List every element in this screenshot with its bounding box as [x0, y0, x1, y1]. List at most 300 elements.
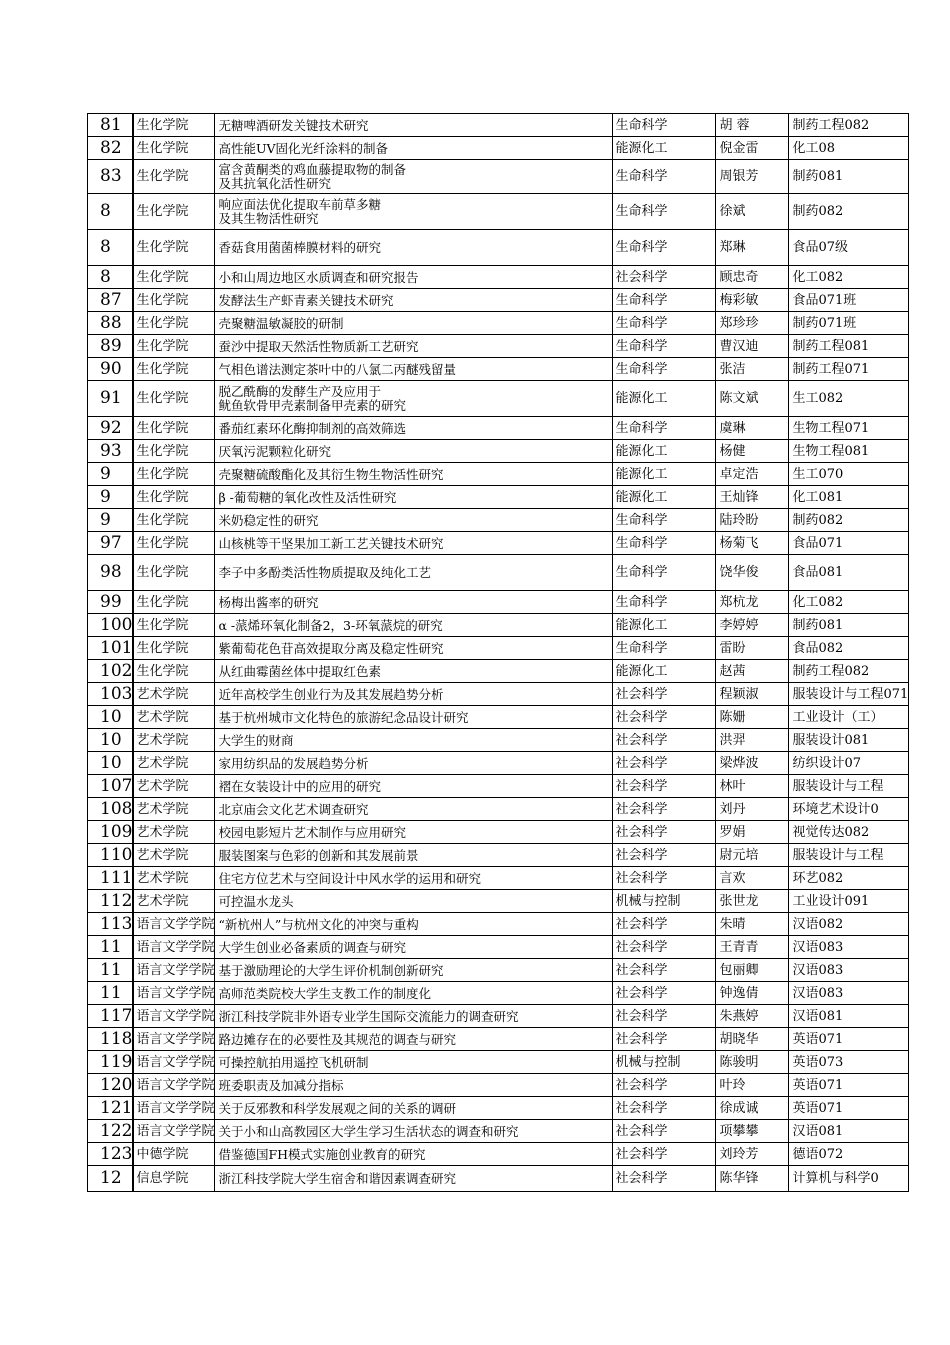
category-cell: 社会科学	[613, 1005, 716, 1028]
major-cell: 计算机与科学0	[789, 1166, 909, 1192]
category-cell: 生命科学	[613, 591, 716, 614]
row-number: 89	[88, 335, 134, 358]
major-cell: 工业设计（工）	[789, 706, 909, 729]
college-cell: 生化学院	[133, 463, 215, 486]
row-number: 108	[88, 798, 134, 821]
row-number: 12	[88, 1166, 134, 1192]
category-cell: 生命科学	[613, 555, 716, 591]
category-cell: 生命科学	[613, 637, 716, 660]
table-row	[88, 821, 909, 844]
student-name-cell: 张世龙	[716, 890, 789, 913]
major-cell: 环艺082	[789, 867, 909, 890]
major-cell: 汉语082	[789, 913, 909, 936]
student-name-cell: 张洁	[716, 358, 789, 381]
table-row	[88, 1074, 909, 1097]
student-name-cell: 李婷婷	[716, 614, 789, 637]
college-cell: 生化学院	[133, 440, 215, 463]
project-title-cell: 发酵法生产虾青素关键技术研究	[215, 289, 613, 312]
college-cell: 艺术学院	[133, 683, 215, 706]
project-title-cell: 大学生创业必备素质的调查与研究	[215, 936, 613, 959]
table-row	[88, 683, 909, 706]
row-number: 120	[88, 1074, 134, 1097]
category-cell: 生命科学	[613, 289, 716, 312]
row-number: 9	[88, 486, 134, 509]
college-cell: 生化学院	[133, 335, 215, 358]
category-cell: 生命科学	[613, 417, 716, 440]
table-row	[88, 358, 909, 381]
table-row	[88, 752, 909, 775]
major-cell: 化工082	[789, 591, 909, 614]
table-row	[88, 660, 909, 683]
table-row	[88, 591, 909, 614]
project-title-cell: 厌氧污泥颗粒化研究	[215, 440, 613, 463]
table-row	[88, 729, 909, 752]
major-cell: 食品071	[789, 532, 909, 555]
category-cell: 社会科学	[613, 266, 716, 289]
major-cell: 英语071	[789, 1074, 909, 1097]
student-name-cell: 项攀攀	[716, 1120, 789, 1143]
major-cell: 服装设计与工程071	[789, 683, 909, 706]
college-cell: 语言文学学院	[133, 959, 215, 982]
major-cell: 服装设计与工程	[789, 775, 909, 798]
row-number: 109	[88, 821, 134, 844]
major-cell: 工业设计091	[789, 890, 909, 913]
college-cell: 艺术学院	[133, 729, 215, 752]
row-number: 82	[88, 137, 134, 160]
table-row	[88, 266, 909, 289]
row-number: 11	[88, 936, 134, 959]
student-name-cell: 杨健	[716, 440, 789, 463]
row-number: 91	[88, 381, 134, 417]
student-name-cell: 陈文斌	[716, 381, 789, 417]
student-name-cell: 徐成诚	[716, 1097, 789, 1120]
college-cell: 语言文学学院	[133, 1074, 215, 1097]
project-title-cell: 壳聚糖温敏凝胶的研制	[215, 312, 613, 335]
student-name-cell: 王青青	[716, 936, 789, 959]
category-cell: 能源化工	[613, 660, 716, 683]
student-name-cell: 陈华锋	[716, 1166, 789, 1192]
row-number: 11	[88, 959, 134, 982]
category-cell: 社会科学	[613, 844, 716, 867]
major-cell: 制药工程081	[789, 335, 909, 358]
table-row	[88, 959, 909, 982]
row-number: 92	[88, 417, 134, 440]
category-cell: 社会科学	[613, 798, 716, 821]
college-cell: 中德学院	[133, 1143, 215, 1166]
category-cell: 社会科学	[613, 867, 716, 890]
project-title-cell: 脱乙酰酶的发酵生产及应用于 鱿鱼软骨甲壳素制备甲壳素的研究	[215, 381, 613, 417]
project-title-cell: 富含黄酮类的鸡血藤提取物的制备 及其抗氧化活性研究	[215, 160, 613, 194]
row-number: 103	[88, 683, 134, 706]
category-cell: 社会科学	[613, 959, 716, 982]
major-cell: 化工081	[789, 486, 909, 509]
college-cell: 生化学院	[133, 532, 215, 555]
college-cell: 生化学院	[133, 614, 215, 637]
project-title-cell: 高师范类院校大学生支教工作的制度化	[215, 982, 613, 1005]
major-cell: 纺织设计07	[789, 752, 909, 775]
major-cell: 食品07级	[789, 230, 909, 266]
project-title-cell: 路边摊存在的必要性及其规范的调查与研究	[215, 1028, 613, 1051]
table-row	[88, 417, 909, 440]
table-row	[88, 509, 909, 532]
table-row	[88, 982, 909, 1005]
category-cell: 能源化工	[613, 440, 716, 463]
project-title-cell: 校园电影短片艺术制作与应用研究	[215, 821, 613, 844]
student-name-cell: 陆玲盼	[716, 509, 789, 532]
project-title-cell: 浙江科技学院大学生宿舍和谐因素调查研究	[215, 1166, 613, 1192]
project-title-cell: 班委职责及加减分指标	[215, 1074, 613, 1097]
major-cell: 食品081	[789, 555, 909, 591]
table-row	[88, 194, 909, 230]
student-name-cell: 郑杭龙	[716, 591, 789, 614]
table-row	[88, 637, 909, 660]
category-cell: 能源化工	[613, 463, 716, 486]
project-title-cell: 关于反邪教和科学发展观之间的关系的调研	[215, 1097, 613, 1120]
college-cell: 生化学院	[133, 486, 215, 509]
row-number: 90	[88, 358, 134, 381]
project-title-cell: 蚕沙中提取天然活性物质新工艺研究	[215, 335, 613, 358]
major-cell: 生物工程071	[789, 417, 909, 440]
category-cell: 社会科学	[613, 1097, 716, 1120]
project-title-cell: 香菇食用菌菌棒膜材料的研究	[215, 230, 613, 266]
major-cell: 汉语081	[789, 1120, 909, 1143]
student-name-cell: 朱燕婷	[716, 1005, 789, 1028]
category-cell: 社会科学	[613, 1028, 716, 1051]
project-title-cell: 紫葡萄花色苷高效提取分离及稳定性研究	[215, 637, 613, 660]
student-name-cell: 郑珍珍	[716, 312, 789, 335]
category-cell: 生命科学	[613, 532, 716, 555]
row-number: 83	[88, 160, 134, 194]
project-title-cell: 小和山周边地区水质调查和研究报告	[215, 266, 613, 289]
row-number: 113	[88, 913, 134, 936]
project-title-cell: 可控温水龙头	[215, 890, 613, 913]
category-cell: 能源化工	[613, 137, 716, 160]
college-cell: 生化学院	[133, 114, 215, 137]
category-cell: 生命科学	[613, 114, 716, 137]
major-cell: 生工070	[789, 463, 909, 486]
major-cell: 制药工程071	[789, 358, 909, 381]
category-cell: 生命科学	[613, 358, 716, 381]
major-cell: 汉语083	[789, 959, 909, 982]
project-title-cell: 可操控航拍用遥控飞机研制	[215, 1051, 613, 1074]
category-cell: 社会科学	[613, 729, 716, 752]
project-title-cell: 李子中多酚类活性物质提取及纯化工艺	[215, 555, 613, 591]
row-number: 112	[88, 890, 134, 913]
student-name-cell: 徐斌	[716, 194, 789, 230]
college-cell: 生化学院	[133, 555, 215, 591]
college-cell: 信息学院	[133, 1166, 215, 1192]
row-number: 119	[88, 1051, 134, 1074]
project-title-cell: α -蒎烯环氧化制备2，3-环氧蒎烷的研究	[215, 614, 613, 637]
category-cell: 生命科学	[613, 230, 716, 266]
major-cell: 食品082	[789, 637, 909, 660]
project-title-cell: 近年高校学生创业行为及其发展趋势分析	[215, 683, 613, 706]
row-number: 122	[88, 1120, 134, 1143]
category-cell: 生命科学	[613, 335, 716, 358]
college-cell: 艺术学院	[133, 844, 215, 867]
category-cell: 能源化工	[613, 614, 716, 637]
row-number: 81	[88, 114, 134, 137]
major-cell: 服装设计081	[789, 729, 909, 752]
table-row	[88, 1143, 909, 1166]
major-cell: 英语071	[789, 1028, 909, 1051]
row-number: 10	[88, 752, 134, 775]
major-cell: 制药081	[789, 160, 909, 194]
table-row	[88, 289, 909, 312]
project-title-cell: 响应面法优化提取车前草多糖 及其生物活性研究	[215, 194, 613, 230]
college-cell: 生化学院	[133, 591, 215, 614]
student-name-cell: 郑琳	[716, 230, 789, 266]
table-row	[88, 1005, 909, 1028]
college-cell: 生化学院	[133, 660, 215, 683]
category-cell: 社会科学	[613, 821, 716, 844]
row-number: 9	[88, 463, 134, 486]
row-number: 10	[88, 706, 134, 729]
category-cell: 机械与控制	[613, 890, 716, 913]
college-cell: 生化学院	[133, 266, 215, 289]
college-cell: 艺术学院	[133, 752, 215, 775]
project-title-cell: 番茄红素环化酶抑制剂的高效筛选	[215, 417, 613, 440]
major-cell: 生物工程081	[789, 440, 909, 463]
college-cell: 生化学院	[133, 312, 215, 335]
college-cell: 语言文学学院	[133, 1028, 215, 1051]
project-title-cell: 基于激励理论的大学生评价机制创新研究	[215, 959, 613, 982]
table-row	[88, 1028, 909, 1051]
student-name-cell: 周银芳	[716, 160, 789, 194]
row-number: 117	[88, 1005, 134, 1028]
major-cell: 制药082	[789, 509, 909, 532]
project-title-cell: 气相色谱法测定茶叶中的八氯二丙醚残留量	[215, 358, 613, 381]
table-row	[88, 230, 909, 266]
college-cell: 生化学院	[133, 137, 215, 160]
category-cell: 社会科学	[613, 982, 716, 1005]
row-number: 99	[88, 591, 134, 614]
table-row	[88, 440, 909, 463]
row-number: 87	[88, 289, 134, 312]
student-name-cell: 胡 蓉	[716, 114, 789, 137]
project-title-cell: 高性能UV固化光纤涂料的制备	[215, 137, 613, 160]
project-title-cell: β -葡萄糖的氧化改性及活性研究	[215, 486, 613, 509]
college-cell: 生化学院	[133, 381, 215, 417]
major-cell: 汉语083	[789, 982, 909, 1005]
college-cell: 生化学院	[133, 289, 215, 312]
row-number: 98	[88, 555, 134, 591]
project-table	[87, 113, 909, 1192]
category-cell: 生命科学	[613, 509, 716, 532]
row-number: 93	[88, 440, 134, 463]
project-title-cell: 山核桃等干坚果加工新工艺关键技术研究	[215, 532, 613, 555]
major-cell: 制药工程082	[789, 114, 909, 137]
student-name-cell: 雷盼	[716, 637, 789, 660]
college-cell: 生化学院	[133, 637, 215, 660]
table-row	[88, 614, 909, 637]
table-row	[88, 1097, 909, 1120]
table-row	[88, 936, 909, 959]
row-number: 8	[88, 194, 134, 230]
category-cell: 社会科学	[613, 1074, 716, 1097]
student-name-cell: 胡晓华	[716, 1028, 789, 1051]
college-cell: 语言文学学院	[133, 936, 215, 959]
category-cell: 社会科学	[613, 936, 716, 959]
college-cell: 生化学院	[133, 160, 215, 194]
student-name-cell: 王灿锋	[716, 486, 789, 509]
project-title-cell: 无糖啤酒研发关键技术研究	[215, 114, 613, 137]
category-cell: 社会科学	[613, 1143, 716, 1166]
major-cell: 环境艺术设计0	[789, 798, 909, 821]
college-cell: 语言文学学院	[133, 913, 215, 936]
student-name-cell: 程颖淑	[716, 683, 789, 706]
row-number: 118	[88, 1028, 134, 1051]
category-cell: 社会科学	[613, 706, 716, 729]
table-row	[88, 114, 909, 137]
table-row	[88, 312, 909, 335]
major-cell: 汉语083	[789, 936, 909, 959]
table-row	[88, 1120, 909, 1143]
student-name-cell: 卓定浩	[716, 463, 789, 486]
major-cell: 化工082	[789, 266, 909, 289]
row-number: 107	[88, 775, 134, 798]
table-row	[88, 463, 909, 486]
project-title-cell: 米奶稳定性的研究	[215, 509, 613, 532]
row-number: 123	[88, 1143, 134, 1166]
table-row	[88, 867, 909, 890]
student-name-cell: 曹汉迪	[716, 335, 789, 358]
major-cell: 制药071班	[789, 312, 909, 335]
college-cell: 生化学院	[133, 230, 215, 266]
project-title-cell: 借鉴德国FH模式实施创业教育的研究	[215, 1143, 613, 1166]
table-row	[88, 532, 909, 555]
college-cell: 语言文学学院	[133, 982, 215, 1005]
student-name-cell: 陈骏明	[716, 1051, 789, 1074]
category-cell: 能源化工	[613, 486, 716, 509]
project-title-cell: 褶在女装设计中的应用的研究	[215, 775, 613, 798]
row-number: 88	[88, 312, 134, 335]
table-row	[88, 335, 909, 358]
project-title-cell: 关于小和山高教园区大学生学习生活状态的调查和研究	[215, 1120, 613, 1143]
major-cell: 制药081	[789, 614, 909, 637]
project-title-cell: 壳聚糖硫酸酯化及其衍生物生物活性研究	[215, 463, 613, 486]
table-row	[88, 1166, 909, 1192]
table-row	[88, 890, 909, 913]
row-number: 100	[88, 614, 134, 637]
row-number: 8	[88, 230, 134, 266]
student-name-cell: 言欢	[716, 867, 789, 890]
student-name-cell: 叶玲	[716, 1074, 789, 1097]
project-title-cell: 从红曲霉菌丝体中提取红色素	[215, 660, 613, 683]
college-cell: 语言文学学院	[133, 1120, 215, 1143]
college-cell: 语言文学学院	[133, 1005, 215, 1028]
table-row	[88, 913, 909, 936]
student-name-cell: 林叶	[716, 775, 789, 798]
student-name-cell: 罗娟	[716, 821, 789, 844]
student-name-cell: 钟逸倩	[716, 982, 789, 1005]
major-cell: 化工08	[789, 137, 909, 160]
row-number: 110	[88, 844, 134, 867]
major-cell: 德语072	[789, 1143, 909, 1166]
major-cell: 英语073	[789, 1051, 909, 1074]
row-number: 102	[88, 660, 134, 683]
row-number: 121	[88, 1097, 134, 1120]
student-name-cell: 梅彩敏	[716, 289, 789, 312]
student-name-cell: 陈姗	[716, 706, 789, 729]
table-row	[88, 775, 909, 798]
major-cell: 食品071班	[789, 289, 909, 312]
category-cell: 能源化工	[613, 381, 716, 417]
project-title-cell: 家用纺织品的发展趋势分析	[215, 752, 613, 775]
project-title-cell: 服装图案与色彩的创新和其发展前景	[215, 844, 613, 867]
student-name-cell: 饶华俊	[716, 555, 789, 591]
row-number: 111	[88, 867, 134, 890]
college-cell: 艺术学院	[133, 821, 215, 844]
row-number: 9	[88, 509, 134, 532]
project-table-body	[88, 114, 909, 1192]
major-cell: 制药082	[789, 194, 909, 230]
category-cell: 生命科学	[613, 312, 716, 335]
row-number: 11	[88, 982, 134, 1005]
category-cell: 生命科学	[613, 160, 716, 194]
category-cell: 社会科学	[613, 1120, 716, 1143]
table-row	[88, 160, 909, 194]
college-cell: 生化学院	[133, 194, 215, 230]
table-row	[88, 555, 909, 591]
project-title-cell: 浙江科技学院非外语专业学生国际交流能力的调查研究	[215, 1005, 613, 1028]
row-number: 10	[88, 729, 134, 752]
college-cell: 艺术学院	[133, 706, 215, 729]
student-name-cell: 包丽卿	[716, 959, 789, 982]
project-title-cell: 北京庙会文化艺术调查研究	[215, 798, 613, 821]
student-name-cell: 赵茜	[716, 660, 789, 683]
table-row	[88, 381, 909, 417]
college-cell: 艺术学院	[133, 867, 215, 890]
table-row	[88, 1051, 909, 1074]
student-name-cell: 杨菊飞	[716, 532, 789, 555]
college-cell: 生化学院	[133, 417, 215, 440]
college-cell: 艺术学院	[133, 798, 215, 821]
row-number: 101	[88, 637, 134, 660]
project-title-cell: 大学生的财商	[215, 729, 613, 752]
student-name-cell: 朱晴	[716, 913, 789, 936]
table-row	[88, 798, 909, 821]
category-cell: 社会科学	[613, 683, 716, 706]
project-title-cell: “新杭州人”与杭州文化的冲突与重构	[215, 913, 613, 936]
college-cell: 语言文学学院	[133, 1051, 215, 1074]
college-cell: 艺术学院	[133, 775, 215, 798]
student-name-cell: 刘丹	[716, 798, 789, 821]
college-cell: 生化学院	[133, 509, 215, 532]
student-name-cell: 顾忠奇	[716, 266, 789, 289]
category-cell: 社会科学	[613, 775, 716, 798]
major-cell: 生工082	[789, 381, 909, 417]
major-cell: 视觉传达082	[789, 821, 909, 844]
category-cell: 生命科学	[613, 194, 716, 230]
student-name-cell: 刘玲芳	[716, 1143, 789, 1166]
student-name-cell: 虞琳	[716, 417, 789, 440]
row-number: 97	[88, 532, 134, 555]
major-cell: 英语071	[789, 1097, 909, 1120]
major-cell: 服装设计与工程	[789, 844, 909, 867]
table-row	[88, 137, 909, 160]
student-name-cell: 洪羿	[716, 729, 789, 752]
row-number: 8	[88, 266, 134, 289]
category-cell: 社会科学	[613, 752, 716, 775]
college-cell: 生化学院	[133, 358, 215, 381]
college-cell: 艺术学院	[133, 890, 215, 913]
major-cell: 制药工程082	[789, 660, 909, 683]
table-row	[88, 844, 909, 867]
major-cell: 汉语081	[789, 1005, 909, 1028]
category-cell: 社会科学	[613, 1166, 716, 1192]
student-name-cell: 尉元培	[716, 844, 789, 867]
